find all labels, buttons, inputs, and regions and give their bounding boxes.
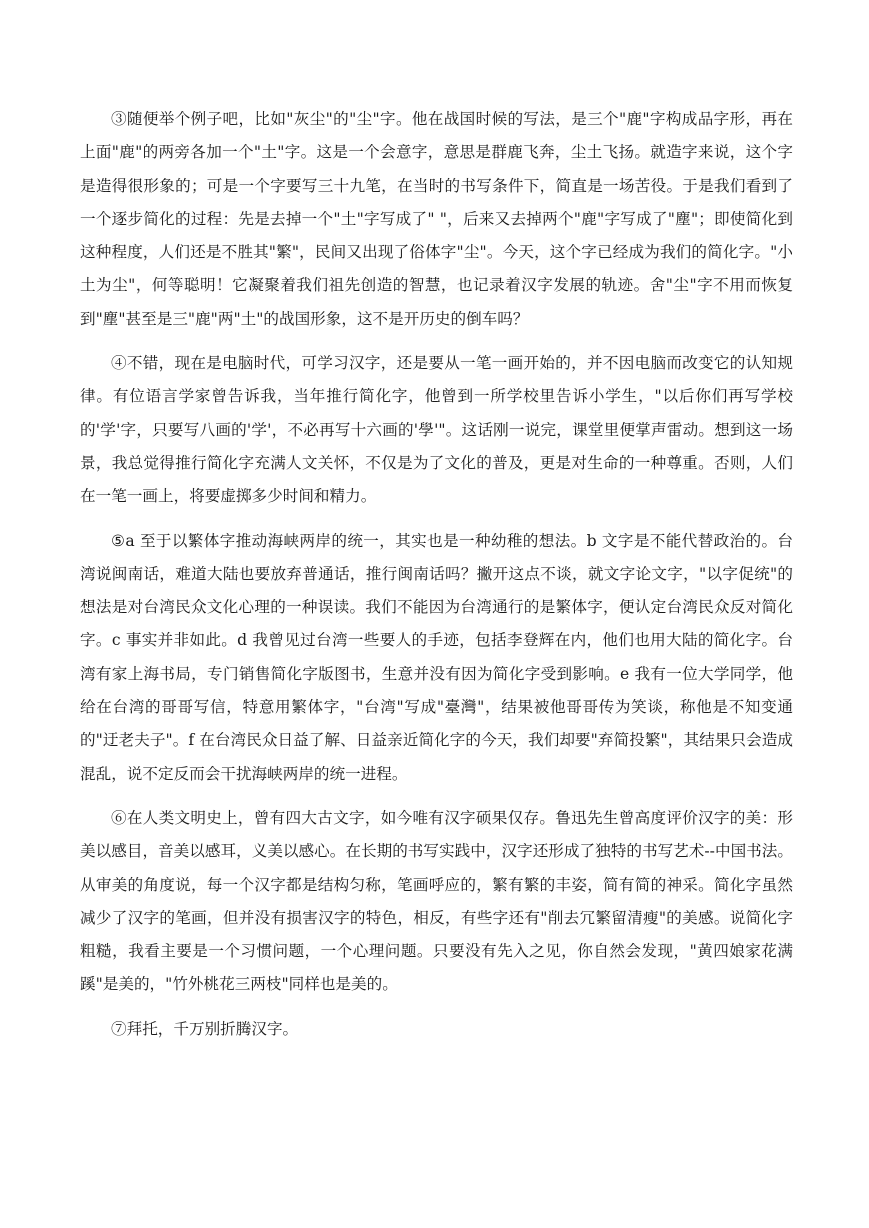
paragraph-4: ④不错，现在是电脑时代，可学习汉字，还是要从一笔一画开始的，并不因电脑而改变它的认知规律。有位语言学家曾告诉我，当年推行简化字，他曾到一所学校里告诉小学生，"以后你们再写学校的'学'字，只要写八画的'学'，不必再写十六画的'學'"。这话刚一说完，课堂里便掌声雷动。想到这一场景，我总觉得推行简化字充满人文关怀，不仅是为了文化的普及，更是对生命的一种尊重。否则，人们在一笔一画上，将要虚掷多少时间和精力。 bbox=[80, 354, 793, 506]
paragraph-3: ③随便举个例子吧，比如"灰尘"的"尘"字。他在战国时候的写法，是三个"鹿"字构成品字形，再在上面"鹿"的两旁各加一个"土"字。这是一个会意字，意思是群鹿飞奔，尘土飞扬。就造字来说，这个字是造得很形象的；可是一个字要写三十九笔，在当时的书写条件下，简直是一场苦役。于是我们看到了一个逐步简化的过程：先是去掉一个"土"字写成了" "，后来又去掉两个"鹿"字写成了"塵"；即使简化到这种程度，人们还是不胜其"繁"，民间又出现了俗体字"尘"。今天，这个字已经成为我们的简化字。"小土为尘"，何等聪明！它凝聚着我们祖先创造的智慧，也记录着汉字发展的轨迹。舍"尘"字不用而恢复到"塵"甚至是三"鹿"两"土"的战国形象，这不是开历史的倒车吗？ bbox=[80, 110, 793, 328]
paragraph-7: ⑦拜托，千万别折腾汉字。 bbox=[111, 1019, 299, 1038]
paragraph-5: ⑤a 至于以繁体字推动海峡两岸的统一，其实也是一种幼稚的想法。b 文字是不能代替政治的。台湾说闽南话，难道大陆也要放弃普通话，推行闽南话吗？撇开这点不谈，就文字论文字，"以字促统"的想法是对台湾民众文化心理的一种误读。我们不能因为台湾通行的是繁体字，便认定台湾民众反对简化字。c 事实并非如此。d 我曾见过台湾一些要人的手迹，包括李登辉在内，他们也用大陆的简化字。台湾有家上海书局，专门销售简化字版图书，生意并没有因为简化字受到影响。e 我有一位大学同学，他给在台湾的哥哥写信，特意用繁体字，"台湾"写成"臺灣"，结果被他哥哥传为笑谈，称他是不知变通的"迂老夫子"。f 在台湾民众日益了解、日益亲近简化字的今天，我们却要"弃简投繁"，其结果只会造成混乱，说不定反而会干扰海峡两岸的统一进程。 bbox=[80, 531, 793, 783]
paragraph-6: ⑥在人类文明史上，曾有四大古文字，如今唯有汉字硕果仅存。鲁迅先生曾高度评价汉字的美：形美以感目，音美以感耳，义美以感心。在长期的书写实践中，汉字还形成了独特的书写艺术--中国书法。从审美的角度说，每一个汉字都是结构匀称，笔画呼应的，繁有繁的丰姿，简有简的神采。简化字虽然减少了汉字的笔画，但并没有损害汉字的特色，相反，有些字还有"削去冗繁留清瘦"的美感。说简化字粗糙，我看主要是一个习惯问题，一个心理问题。只要没有先入之见，你自然会发现，"黄四娘家花满蹊"是美的，"竹外桃花三两枝"同样也是美的。 bbox=[80, 808, 793, 994]
article-body bbox=[80, 103, 793, 1046]
